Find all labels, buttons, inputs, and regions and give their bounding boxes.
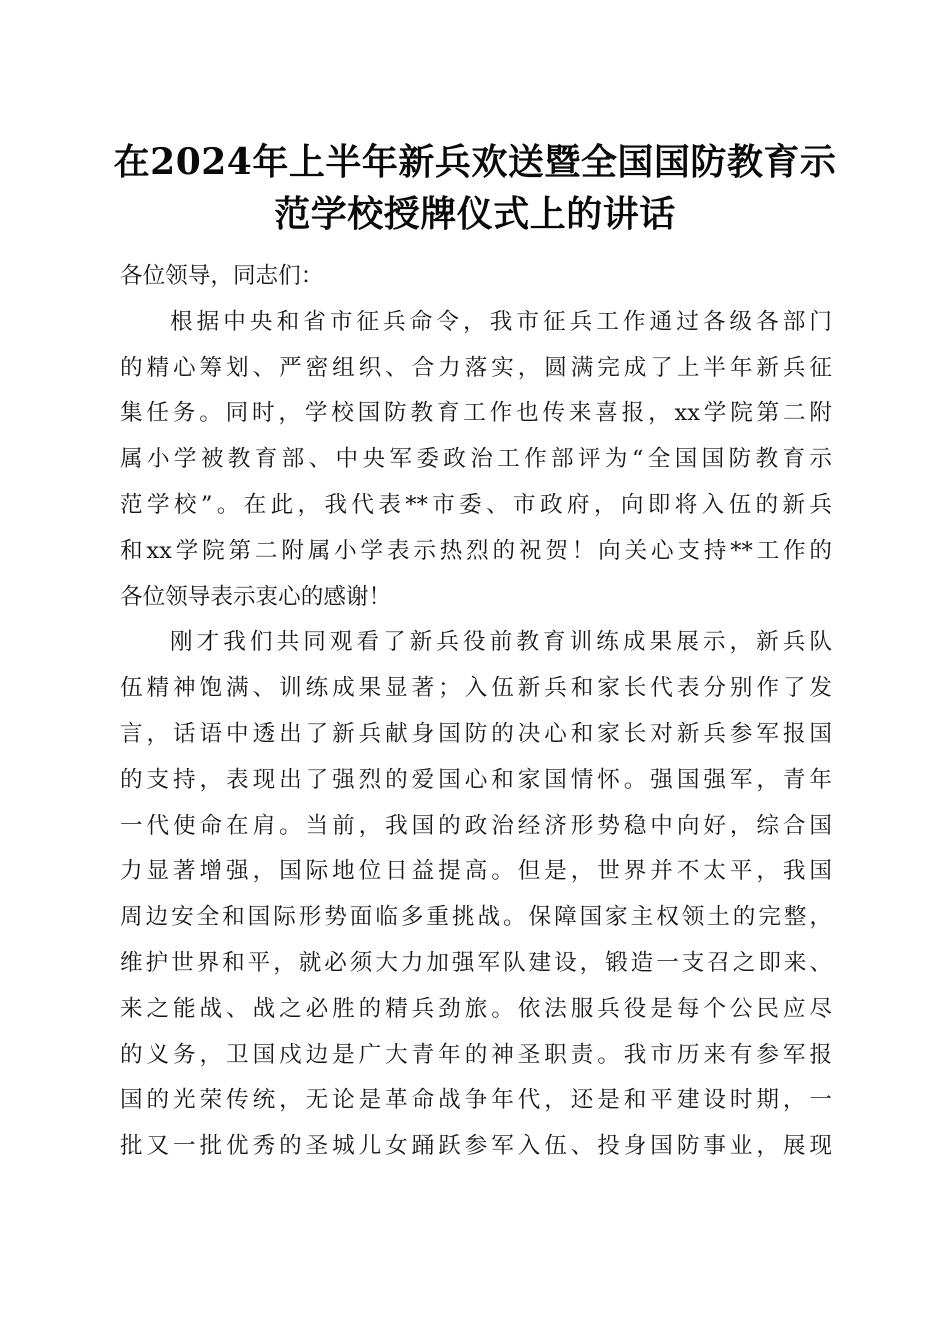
paragraph-line: 周边安全和国际形势面临多重挑战。保障国家主权领土的完整， xyxy=(120,904,832,931)
paragraph-line: 批又一批优秀的圣城儿女踊跃参军入伍、投身国防事业，展现 xyxy=(120,1133,832,1160)
paragraph-line: 的支持，表现出了强烈的爱国心和家国情怀。强国强军，青年 xyxy=(120,766,832,793)
paragraph-line: 力显著增强，国际地位日益提高。但是，世界并不太平，我国 xyxy=(120,858,832,885)
paragraph-line: 维护世界和平，就必须大力加强军队建设，锻造一支召之即来、 xyxy=(120,949,832,976)
paragraph-line: 伍精神饱满、训练成果显著；入伍新兵和家长代表分别作了发 xyxy=(120,675,832,702)
paragraph-line: 范学校”。在此，我代表**市委、市政府，向即将入伍的新兵 xyxy=(120,491,832,518)
salutation: 各位领导，同志们： xyxy=(120,263,324,289)
paragraph-line: 属小学被教育部、中央军委政治工作部评为“全国国防教育示 xyxy=(120,446,832,473)
paragraph-line: 的义务，卫国戍边是广大青年的神圣职责。我市历来有参军报 xyxy=(120,1041,832,1068)
paragraph-line: 根据中央和省市征兵命令，我市征兵工作通过各级各部门 xyxy=(170,308,832,335)
document-body xyxy=(120,254,832,1170)
paragraph-2 xyxy=(120,620,832,1170)
paragraph-line: 言，话语中透出了新兵献身国防的决心和家长对新兵参军报国 xyxy=(120,720,832,747)
paragraph-line: 来之能战、战之必胜的精兵劲旅。依法服兵役是每个公民应尽 xyxy=(120,995,832,1022)
paragraph-line: 各位领导表示衷心的感谢！ xyxy=(120,583,392,610)
paragraph-line: 的精心筹划、严密组织、合力落实，圆满完成了上半年新兵征 xyxy=(120,354,832,381)
document-title xyxy=(90,136,860,240)
paragraph-line: 和xx学院第二附属小学表示热烈的祝贺！向关心支持**工作的 xyxy=(120,537,832,564)
paragraph-line: 刚才我们共同观看了新兵役前教育训练成果展示，新兵队 xyxy=(170,629,832,656)
paragraph-line: 一代使命在肩。当前，我国的政治经济形势稳中向好，综合国 xyxy=(120,812,832,839)
paragraph-1 xyxy=(120,300,832,621)
title-line-1: 在2024年上半年新兵欢送暨全国国防教育示 xyxy=(113,141,837,183)
title-line-2: 范学校授牌仪式上的讲话 xyxy=(274,193,676,235)
paragraph-line: 集任务。同时，学校国防教育工作也传来喜报，xx学院第二附 xyxy=(120,400,832,427)
paragraph-line: 国的光荣传统，无论是革命战争年代，还是和平建设时期，一 xyxy=(120,1087,832,1114)
